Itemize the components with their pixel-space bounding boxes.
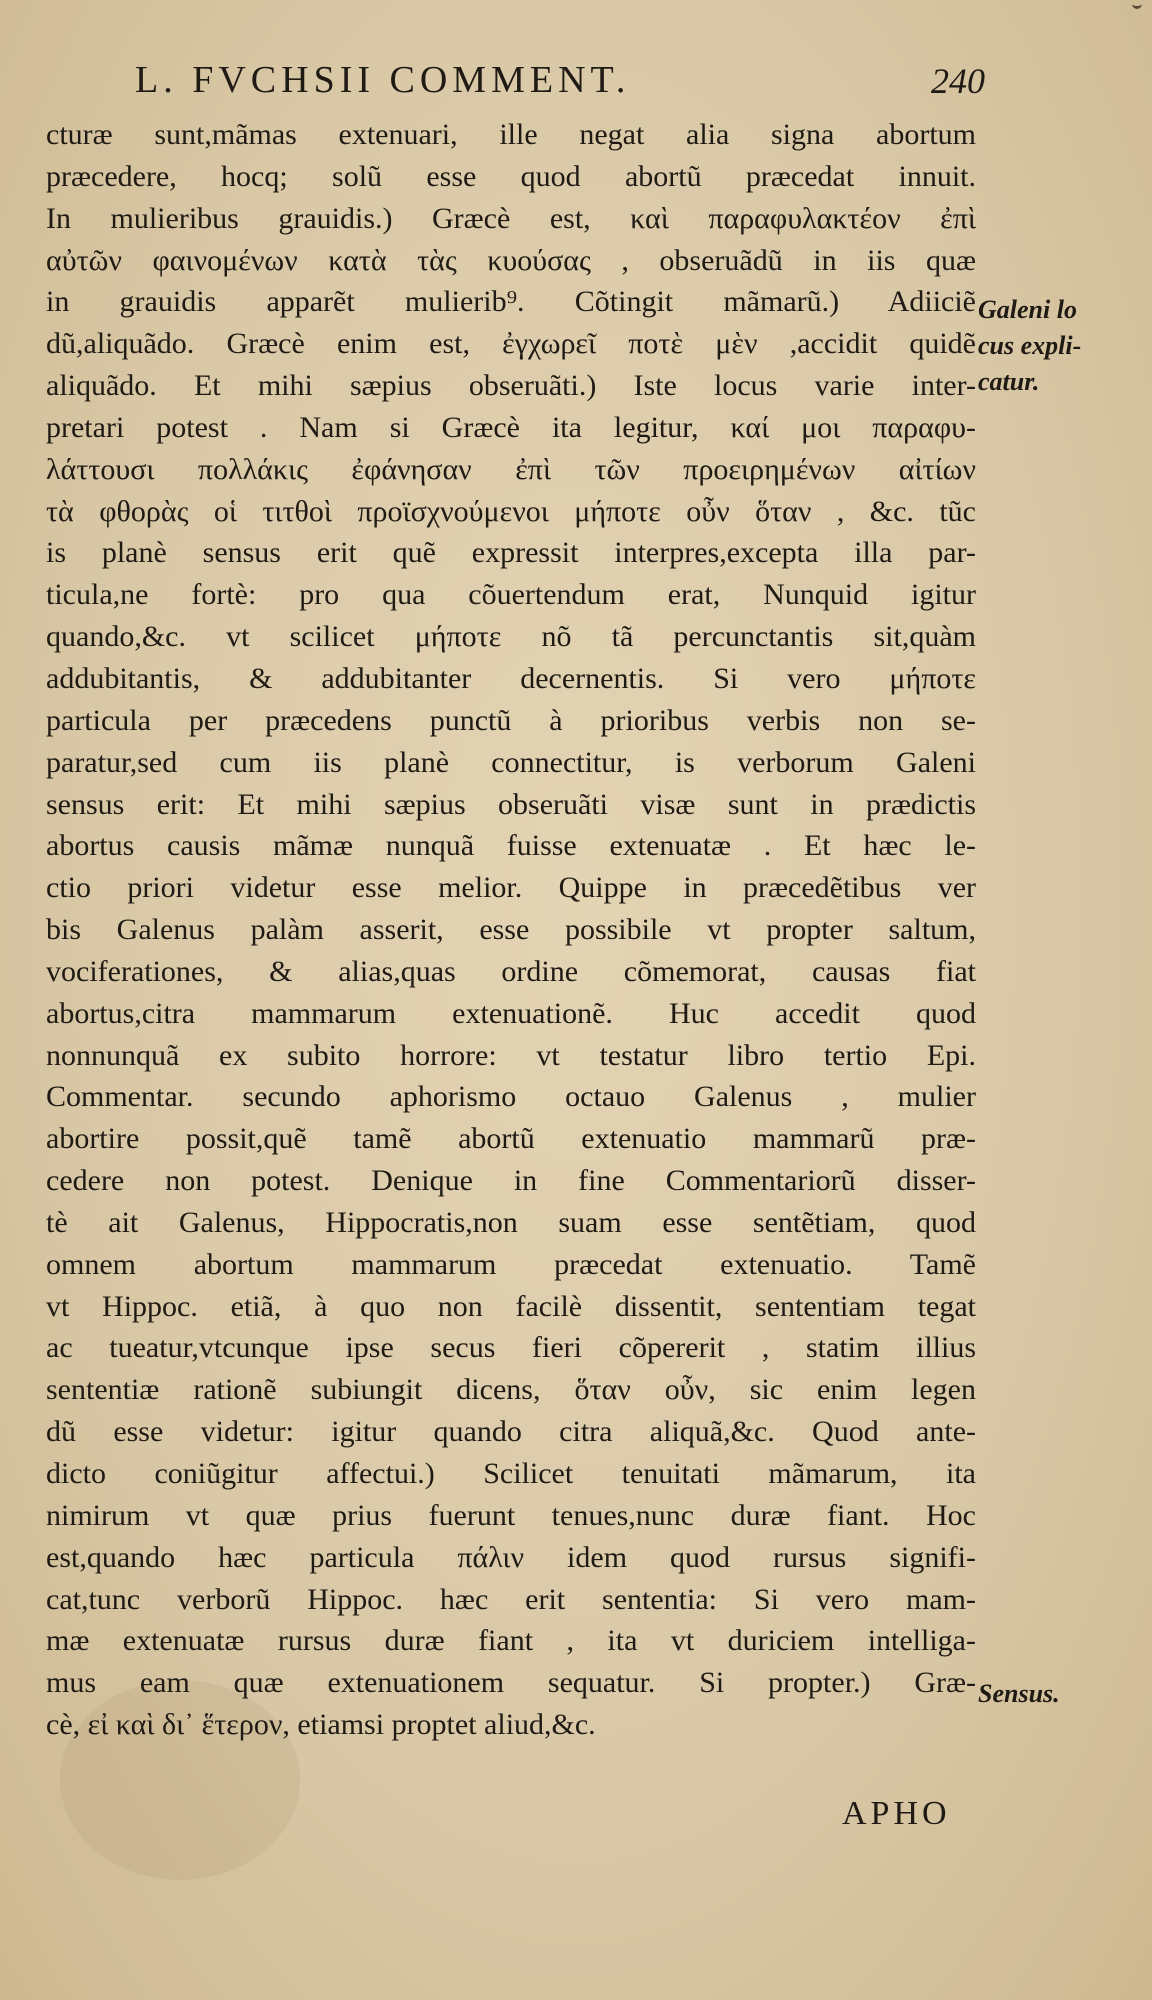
text-line: ctio priori videtur esse melior. Quippe in præcedẽtibus ver bbox=[46, 871, 976, 905]
text-line: mus eam quæ extenuationem sequatur. Si propter.) Græ- bbox=[46, 1666, 976, 1700]
running-title: L. FVCHSII COMMENT. bbox=[135, 59, 631, 101]
body-text bbox=[46, 114, 976, 1746]
text-line: λάττουσι πολλάκις ἐφάνησαν ἐπὶ τῶν προειρημένων αἰτίων bbox=[46, 452, 976, 486]
corner-mark bbox=[1132, 0, 1142, 9]
text-line: nimirum vt quæ prius fuerunt tenues,nunc duræ fiant. Hoc bbox=[46, 1498, 976, 1532]
text-line: dũ esse videtur: igitur quando citra aliquã,&c. Quod ante- bbox=[46, 1415, 976, 1449]
text-line: vociferationes, & alias,quas ordine cõmemorat, causas fiat bbox=[46, 954, 976, 988]
margin-note-line: cus expli- bbox=[978, 331, 1082, 360]
catchword: APHO bbox=[842, 1795, 951, 1832]
text-line: ticula,ne fortè: pro qua cõuertendum erat, Nunquid igitur bbox=[46, 578, 976, 612]
text-line: abortire possit,quẽ tamẽ abortũ extenuatio mammarũ præ- bbox=[46, 1122, 976, 1156]
margin-note-line: catur. bbox=[978, 367, 1040, 396]
text-line: vt Hippoc. etiã, à quo non facilè dissentit, sententiam tegat bbox=[46, 1289, 976, 1323]
text-line: ac tueatur,vtcunque ipse secus fieri cõpererit , statim illius bbox=[46, 1331, 976, 1365]
text-line: addubitantis, & addubitanter decernentis. Si vero μήποτε bbox=[46, 661, 976, 695]
margin-note-sensus bbox=[978, 1676, 1128, 1712]
text-line: bis Galenus palàm asserit, esse possibile vt propter saltum, bbox=[46, 913, 976, 947]
margin-note-galeni bbox=[978, 292, 1128, 400]
text-line: dũ,aliquãdo. Græcè enim est, ἐγχωρεῖ ποτὲ μὲν ,accidit quidẽ bbox=[46, 327, 976, 361]
text-line: abortus causis mãmæ nunquã fuisse extenuatæ . Et hæc le- bbox=[46, 829, 976, 863]
text-line: cturæ sunt,mãmas extenuari, ille negat alia signa abortum bbox=[46, 118, 976, 151]
text-line: dicto coniũgitur affectui.) Scilicet tenuitati mãmarum, ita bbox=[46, 1457, 976, 1490]
text-line: est,quando hæc particula πάλιν idem quod rursus signifi- bbox=[46, 1540, 976, 1574]
text-line: pretari potest . Nam si Græcè ita legitur, καί μοι παραφυ- bbox=[46, 410, 976, 444]
text-line: aliquãdo. Et mihi sæpius obseruãti.) Iste locus varie inter- bbox=[46, 369, 976, 403]
text-line: αὐτῶν φαινομένων κατὰ τὰς κυούσας , obseruãdũ in iis quæ bbox=[46, 243, 976, 277]
text-line: Commentar. secundo aphorismo octauo Galenus , mulier bbox=[46, 1080, 976, 1114]
text-line: sensus erit: Et mihi sæpius obseruãti visæ sunt in prædictis bbox=[46, 787, 976, 821]
text-line: præcedere, hocq; solũ esse quod abortũ præcedat innuit. bbox=[46, 159, 976, 193]
text-line: quando,&c. vt scilicet μήποτε nõ tã percunctantis sit,quàm bbox=[46, 620, 976, 654]
text-line: τὰ φθορὰς οἱ τιτθοὶ προϊσχνούμενοι μήποτε οὖν ὅταν , &c. tũc bbox=[46, 494, 976, 528]
text-line: sententiæ rationẽ subiungit dicens, ὅταν οὖν, sic enim legen bbox=[46, 1373, 976, 1407]
text-line: cat,tunc verborũ Hippoc. hæc erit sententia: Si vero mam- bbox=[46, 1582, 976, 1616]
text-line: nonnunquã ex subito horrore: vt testatur libro tertio Epi. bbox=[46, 1038, 976, 1072]
margin-note-line: Sensus. bbox=[978, 1679, 1060, 1708]
text-line: particula per præcedens punctũ à prioribus verbis non se- bbox=[46, 703, 976, 737]
text-line: in grauidis apparẽt mulierib⁹. Cõtingit mãmarũ.) Adiiciẽ bbox=[46, 285, 976, 319]
text-line: cè, εἰ καὶ δι᾽ ἕτερον, etiamsi proptet aliud,&c. bbox=[46, 1708, 596, 1742]
page-header bbox=[135, 58, 985, 110]
text-line: mæ extenuatæ rursus duræ fiant , ita vt duriciem intelliga- bbox=[46, 1624, 976, 1658]
text-line: omnem abortum mammarum præcedat extenuatio. Tamẽ bbox=[46, 1247, 976, 1281]
margin-note-line: Galeni lo bbox=[978, 295, 1077, 324]
text-line: abortus,citra mammarum extenuationẽ. Huc accedit quod bbox=[46, 996, 976, 1030]
text-line: is planè sensus erit quẽ expressit interpres,excepta illa par- bbox=[46, 536, 976, 570]
folio-number: 240 bbox=[931, 61, 985, 101]
text-line: paratur,sed cum iis planè connectitur, is verborum Galeni bbox=[46, 745, 976, 779]
text-line: cedere non potest. Denique in fine Commentariorũ disser- bbox=[46, 1164, 976, 1198]
text-line: tè ait Galenus, Hippocratis,non suam esse sentẽtiam, quod bbox=[46, 1205, 976, 1239]
text-line: In mulieribus grauidis.) Græcè est, καὶ παραφυλακτέον ἐπὶ bbox=[46, 201, 976, 235]
